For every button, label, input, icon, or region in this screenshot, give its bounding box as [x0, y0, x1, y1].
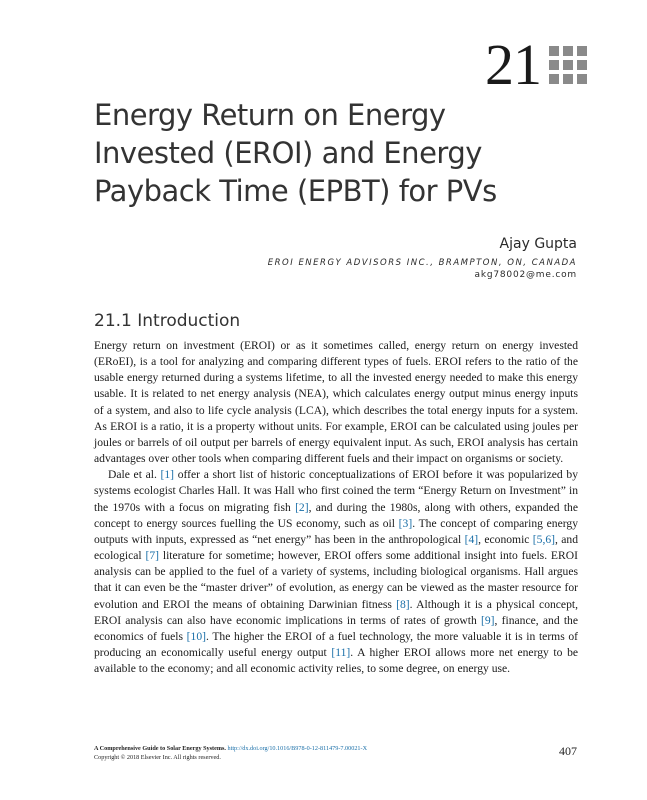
body-text	[94, 338, 578, 677]
footer-citation	[94, 744, 367, 762]
body-paragraph	[94, 467, 578, 677]
author-affiliation: EROI ENERGY ADVISORS INC., BRAMPTON, ON, CANADA	[267, 258, 577, 268]
citation-link[interactable]: [8]	[396, 597, 410, 611]
section-heading: 21.1 Introduction	[94, 311, 241, 331]
paragraph-text: offer a short list of historic conceptualizations of EROI before it was popularized by systems ecologist Charles Hall. It was Hall who first coined the term “Energy Return on Investment” in the 1970s with a focus on migrating fish	[94, 468, 578, 514]
footer-copyright: Copyright © 2018 Elsevier Inc. All rights reserved.	[94, 754, 221, 761]
citation-link[interactable]: [9]	[481, 613, 495, 627]
chapter-title: Energy Return on Energy Invested (EROI) and Energy Payback Time (EPBT) for PVs	[94, 98, 497, 208]
paragraph-text: . The higher the EROI of a fuel technology, the more valuable it is in terms of producing an economically useful energy output	[94, 629, 578, 659]
citation-link[interactable]: [3]	[398, 516, 413, 530]
author-email: akg78002@me.com	[474, 270, 577, 280]
body-paragraph	[94, 338, 578, 467]
author-block	[268, 236, 577, 280]
citation-link[interactable]: [2]	[295, 500, 309, 514]
paragraph-text: . A higher EROI allows more net energy to be available to the economy; and all economic activity relies, to some degree, on energy use.	[94, 645, 579, 676]
citation-link[interactable]: [4]	[464, 532, 479, 546]
citation-link[interactable]: [1]	[160, 468, 175, 482]
chapter-dots-ornament	[549, 46, 587, 84]
chapter-marker	[485, 32, 587, 97]
paragraph-text: . Although it is a physical concept, EROI analysis can also have economic implications in terms of rates of growth	[94, 597, 578, 627]
footer-book-title: A Comprehensive Guide to Solar Energy Systems.	[94, 745, 226, 752]
paragraph-text: literature for sometime; however, EROI offers some additional insight into fuels. EROI analysis can be applied to the fuel of a variety of systems, including biological organisms. Hall argues that it can even be the “master driver” of evolution, as energy can be viewed as the master resource for evolution and EROI the means of obtaining Darwinian fitness	[94, 549, 578, 611]
citation-link[interactable]: [5,6]	[532, 532, 556, 546]
citation-link[interactable]: [10]	[186, 629, 206, 643]
paragraph-text: Dale et al.	[108, 468, 161, 482]
page-number: 407	[559, 744, 577, 758]
paragraph-text: . The concept of comparing energy outputs with inputs, expressed as “net energy” has been in the anthropological	[94, 516, 578, 546]
chapter-number: 21	[485, 32, 541, 97]
paragraph-text: , finance, and the economics of fuels	[94, 613, 578, 643]
paragraph-text: Energy return on investment (EROI) or as it sometimes called, energy return on energy invested (ERoEI), is a tool for analyzing and comparing different types of fuels. EROI refers to the ratio of the usable energy returned during a systems lifetime, to all the invested energy needed to make this energy usable. It is related to net energy analysis (NEA), which calculates energy output minus energy inputs of a system, and also to life cycle analysis (LCA), which describes the total energy inputs for a system. As EROI is a ratio, it is a property without units. For example, EROI can be calculated using joules per joules or barrels of oil output per barrels of energy equivalent input. As such, EROI analysis has certain advantages over other tools when comparing different fuels and their impact on organisms or society.	[94, 339, 578, 466]
citation-link[interactable]: [7]	[145, 549, 160, 563]
paragraph-text: , and during the 1980s, along with others, expanded the concept to energy sources fuelling the US economy, such as oil	[94, 500, 578, 530]
paragraph-text: , economic	[478, 532, 533, 546]
footer-doi-link[interactable]: http://dx.doi.org/10.1016/B978-0-12-811479-7.00021-X	[227, 745, 368, 752]
author-name: Ajay Gupta	[499, 236, 577, 252]
paragraph-text: , and ecological	[94, 532, 578, 563]
citation-link[interactable]: [11]	[331, 645, 351, 659]
